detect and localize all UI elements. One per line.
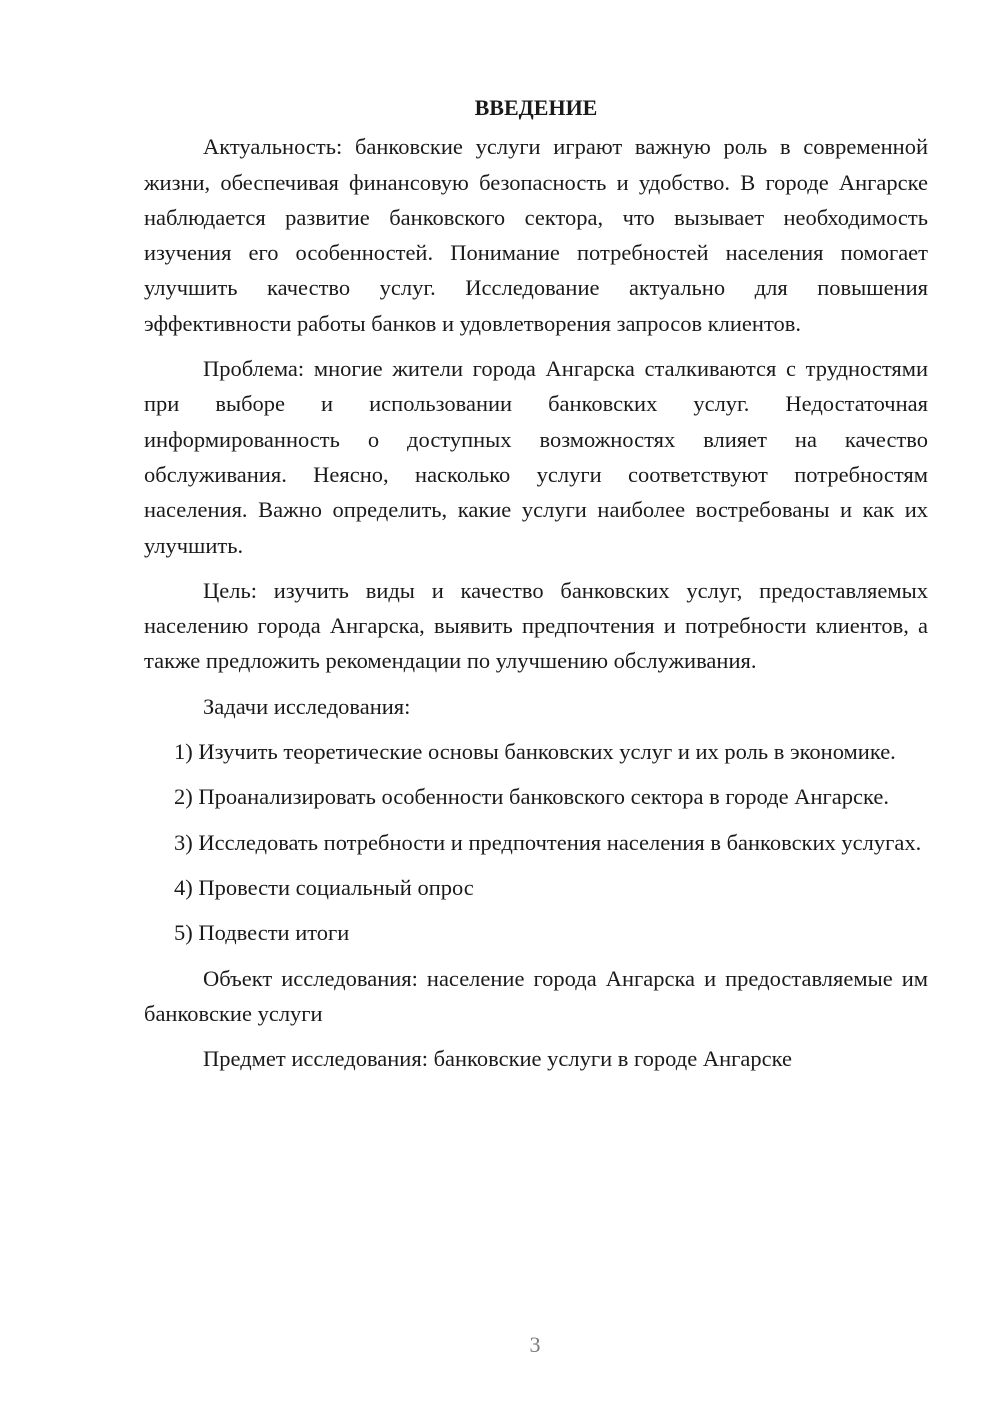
subject-paragraph: Предмет исследования: банковские услуги в городе Ангарске <box>203 1046 792 1072</box>
page-number: 3 <box>529 1332 541 1357</box>
page-title: ВВЕДЕНИЕ <box>474 95 598 120</box>
relevance-paragraph: Актуальность: банковские услуги играют важную роль в современной жизни, обеспечивая финансовую безопасность и удобство. В городе Ангарске наблюдается развитие банковского сектора, что вызывает необходимость изучения его особенностей. Понимание потребностей населения помогает улучшить качество услуг. Исследование актуально для повышения эффективности работы банков и удовлетворения запросов клиентов. <box>144 134 928 336</box>
task-item-5: 5) Подвести итоги <box>174 920 350 946</box>
task-item-4: 4) Провести социальный опрос <box>174 874 474 900</box>
document-body <box>144 90 928 1086</box>
object-paragraph: Объект исследования: население города Ангарска и предоставляемые им банковские услуги <box>144 965 928 1026</box>
task-item-1: 1) Изучить теоретические основы банковских услуг и их роль в экономике. <box>174 739 896 765</box>
goal-paragraph: Цель: изучить виды и качество банковских услуг, предоставляемых населению города Ангарска, выявить предпочтения и потребности клиентов, а также предложить рекомендации по улучшению обслуживания. <box>144 577 928 674</box>
task-item-2: 2) Проанализировать особенности банковского сектора в городе Ангарске. <box>174 784 889 810</box>
task-item-3: 3) Исследовать потребности и предпочтения населения в банковских услугах. <box>174 829 922 855</box>
tasks-heading: Задачи исследования: <box>203 693 411 719</box>
problem-paragraph: Проблема: многие жители города Ангарска сталкиваются с трудностями при выборе и использовании банковских услуг. Недостаточная информированность о доступных возможностях влияет на качество обслуживания. Неясно, насколько услуги соответствуют потребностям населения. Важно определить, какие услуги наиболее востребованы и как их улучшить. <box>144 356 928 558</box>
